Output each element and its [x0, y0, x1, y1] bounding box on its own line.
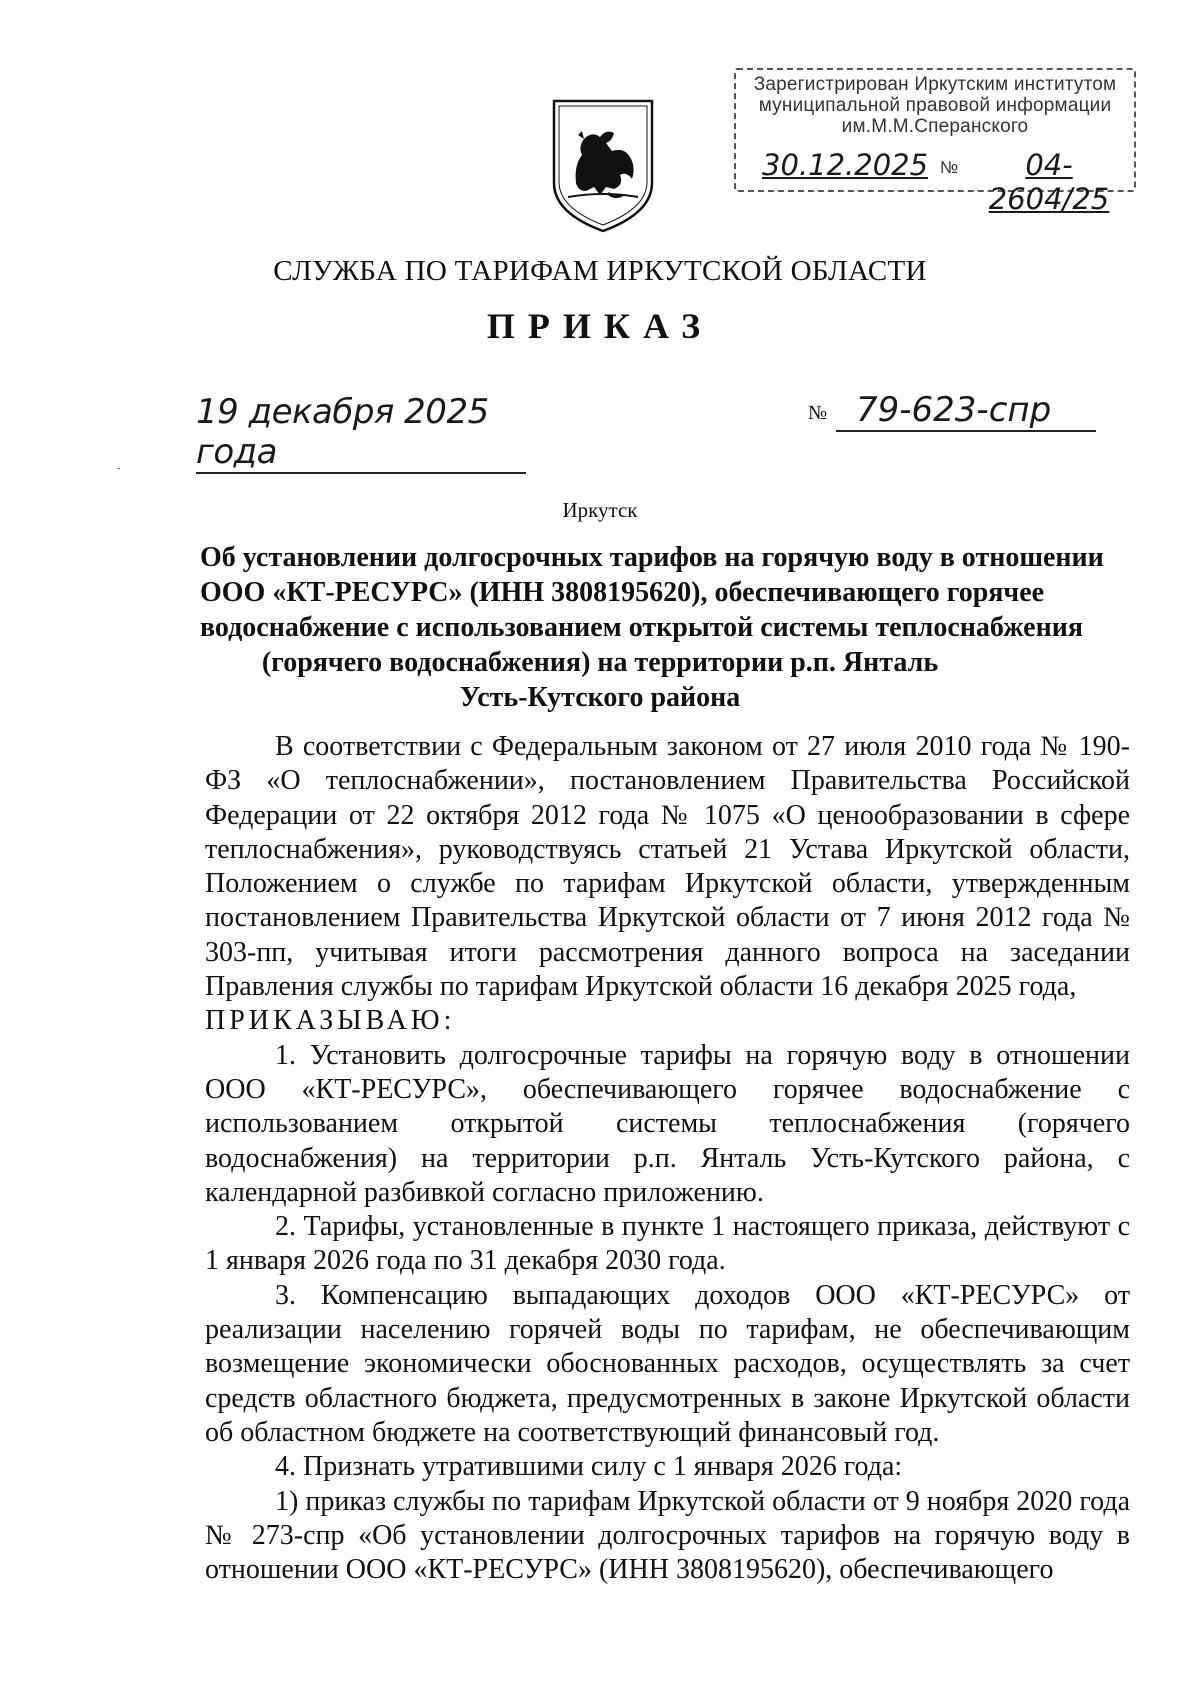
title-line-3: водоснабжение с использованием открытой системы теплоснабжения	[200, 612, 1083, 643]
item-2-paragraph: 2. Тарифы, установленные в пункте 1 настоящего приказа, действуют с 1 января 2026 года по 31 декабря 2030 года.	[205, 1211, 1130, 1277]
stamp-line-3: им.М.М.Сперанского	[841, 116, 1029, 137]
title-line-5: Усть-Кутского района	[459, 682, 741, 713]
item-3-paragraph: 3. Компенсацию выпадающих доходов ООО «КТ-РЕСУРС» от реализации населению горячей воды по тарифам, не обеспечивающим возмещение экономически обоснованных расходов, осуществлять за счет средств областного бюджета, предусмотренных в законе Иркутской области об областном бюджете на соответствующий финансовый год.	[205, 1279, 1130, 1448]
order-number-sign: №	[808, 402, 828, 424]
stamp-number-sign: №	[940, 158, 959, 177]
document-type: ПРИКАЗ	[486, 306, 714, 346]
stamp-registration-number: 04-2604/25	[988, 148, 1110, 216]
document-body	[205, 730, 1130, 1587]
item-4-paragraph: 4. Признать утратившими силу с 1 января 2026 года:	[275, 1451, 903, 1483]
item-4-1-paragraph: 1) приказ службы по тарифам Иркутской области от 9 ноября 2020 года № 273-спр «Об установлении долгосрочных тарифов на горячую воду в отношении ООО «КТ-РЕСУРС» (ИНН 3808195620), обеспечивающего	[205, 1485, 1130, 1586]
title-line-2: ООО «КТ-РЕСУРС» (ИНН 3808195620), обеспечивающего горячее	[200, 577, 1045, 608]
order-date: 19 декабря 2025 года	[196, 392, 526, 474]
document-title	[200, 540, 1104, 715]
title-line-1: Об установлении долгосрочных тарифов на горячую воду в отношении	[200, 542, 1104, 573]
coat-of-arms-icon	[548, 95, 658, 235]
stamp-line-1: Зарегистрирован Иркутским институтом	[753, 74, 1117, 95]
order-number: 79-623-спр	[836, 390, 1096, 432]
scan-mark	[117, 468, 120, 469]
registration-stamp	[734, 68, 1136, 216]
stamp-registration-date: 30.12.2025	[762, 148, 929, 182]
order-word: ПРИКАЗЫВАЮ:	[205, 1005, 456, 1037]
item-1-paragraph: 1. Установить долгосрочные тарифы на горячую воду в отношении ООО «КТ-РЕСУРС», обеспечивающего горячее водоснабжение с использованием открытой системы теплоснабжения (горячего водоснабжения) на территории р.п. Янталь Усть-Кутского района, с календарной разбивкой согласно приложению.	[205, 1039, 1130, 1208]
agency-name: СЛУЖБА ПО ТАРИФАМ ИРКУТСКОЙ ОБЛАСТИ	[273, 255, 927, 287]
preamble-paragraph: В соответствии с Федеральным законом от 27 июля 2010 года № 190-ФЗ «О теплоснабжении», постановлением Правительства Российской Федерации от 22 октября 2012 года № 1075 «О ценообразовании в сфере теплоснабжения», руководствуясь статьей 21 Устава Иркутской области, Положением о службе по тарифам Иркутской области, утвержденным постановлением Правительства Иркутской области от 7 июня 2012 года № 303-пп, учитывая итоги рассмотрения данного вопроса на заседании Правления службы по тарифам Иркутской области 16 декабря 2025 года,	[205, 731, 1130, 1003]
city: Иркутск	[562, 498, 638, 522]
title-line-4: (горячего водоснабжения) на территории р.п. Янталь	[261, 647, 939, 678]
stamp-line-2: муниципальной правовой информации	[758, 95, 1112, 116]
